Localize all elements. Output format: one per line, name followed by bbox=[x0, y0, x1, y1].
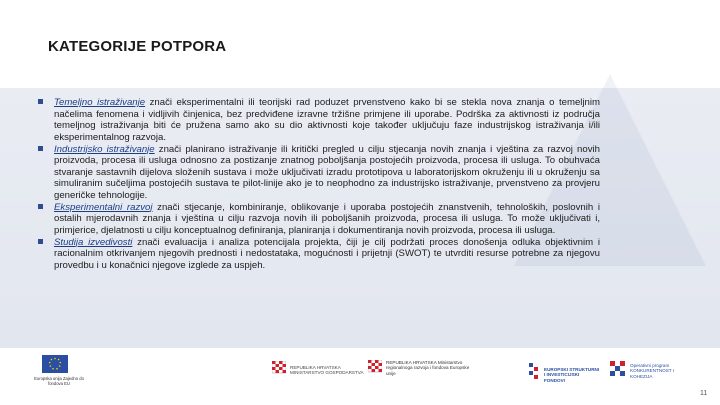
bullet-text: znači eksperimentalni ili teorijski rad poduzet prvenstveno kako bi se stekla nova znanja o temeljnim načelima fenomena i vidljivih činjenica, bez predviđene izravne tržišne primjene ili uporabe. Podrška za aktivnosti iz područja temeljnog istraživanja biti će pružena samo ako su dio aktivnosti koje također uključuju faze industrijskog istraživanja i/ili eksperimentalnog razvoja. bbox=[54, 97, 601, 143]
croatia-coat-of-arms-icon bbox=[368, 360, 382, 378]
esi-funds-logo bbox=[528, 357, 600, 381]
operational-programme-logo-text: Operativni program KONKURENTNOST I KOHEZIJA bbox=[630, 363, 675, 379]
bullet-term: Studija izvedivosti bbox=[54, 236, 133, 248]
bullet-text: znači stjecanje, kombiniranje, oblikovanje i uporaba postojećih znanstvenih, tehnoloških, poslovnih i ostalih mjerodavnih znanja i vještina u cilju razvoja novih ili poboljšanih proizvoda, procesa ili usluga. To može uključivati i, primjerice, djelatnosti u cilju konceptualnog definiranja, planiranja i dokumentiranja novih proizvoda, procesa ili usluga. bbox=[54, 201, 601, 236]
bullet-marker-icon bbox=[38, 146, 43, 151]
bullet-marker-icon bbox=[38, 239, 43, 244]
bullet-eksperimentalni-razvoj bbox=[38, 202, 600, 237]
ministry-logo-text: REPUBLIKA HRVATSKA MINISTARSTVO GOSPODARSTVA bbox=[290, 365, 364, 376]
bullet-marker-icon bbox=[38, 99, 43, 104]
slide-title: KATEGORIJE POTPORA bbox=[48, 38, 227, 55]
ministry-logo bbox=[272, 357, 367, 387]
bullet-term: Industrijsko istraživanje bbox=[54, 143, 155, 155]
bullet-marker-icon bbox=[38, 204, 43, 209]
croatia-coat-of-arms-icon bbox=[272, 361, 286, 379]
operational-programme-logo bbox=[610, 357, 686, 387]
bullet-text: znači evaluacija i analiza potencijala projekta, čiji je cilj podržati proces donošenja odluka objektivnim i racionalnim otkrivanjem njegovih prednosti i nedostataka, mogućnosti i prijetnji (SWOT) te utvrditi resurse potrebne za njegovu provedbu i u konačnici njegove izglede za uspjeh. bbox=[54, 236, 600, 271]
eu-flag-icon bbox=[42, 355, 68, 373]
bullet-term: Temeljno istraživanje bbox=[54, 97, 146, 108]
regional-development-logo-text: REPUBLIKA HRVATSKA Ministarstvo regionalnoga razvoja i fondova Europske unije bbox=[386, 360, 470, 376]
eu-caption: Europska unija Zajedno do fondova EU bbox=[34, 376, 84, 386]
esi-funds-symbol-icon bbox=[528, 361, 542, 381]
bullet-term: Eksperimentalni razvoj bbox=[54, 201, 153, 213]
bullet-text: znači planirano istraživanje ili kritički pregled u cilju stjecanja novih znanja i vještina za razvoj novih proizvoda, procesa ili usluga odnosno za postizanje znatnog poboljšanja postojećih proizvoda, procesa ili usluga. To obuhvaća stvaranje sastavnih dijelova složenih sustava i može uključivati izradu prototipova u laboratorijskom okruženju ili u okruženju sa simuliranim sučeljima postojećih sustava te pilot-linije ako je to neophodno za industrijsko istraživanje, prvenstveno za provjeru generičke tehnologije. bbox=[54, 143, 600, 201]
bullet-list bbox=[38, 97, 600, 272]
bullet-studija-izvedivosti bbox=[38, 237, 600, 272]
esi-funds-logo-text: EUROPSKI STRUKTURNI I INVESTICIJSKI FONDOVI bbox=[544, 367, 600, 383]
bullet-industrijsko-istrazivanje bbox=[38, 144, 600, 202]
regional-development-logo bbox=[368, 357, 476, 391]
page-number: 11 bbox=[700, 390, 708, 397]
bullet-temeljno-istrazivanje bbox=[38, 97, 600, 143]
op-kk-symbol-icon bbox=[610, 361, 626, 381]
